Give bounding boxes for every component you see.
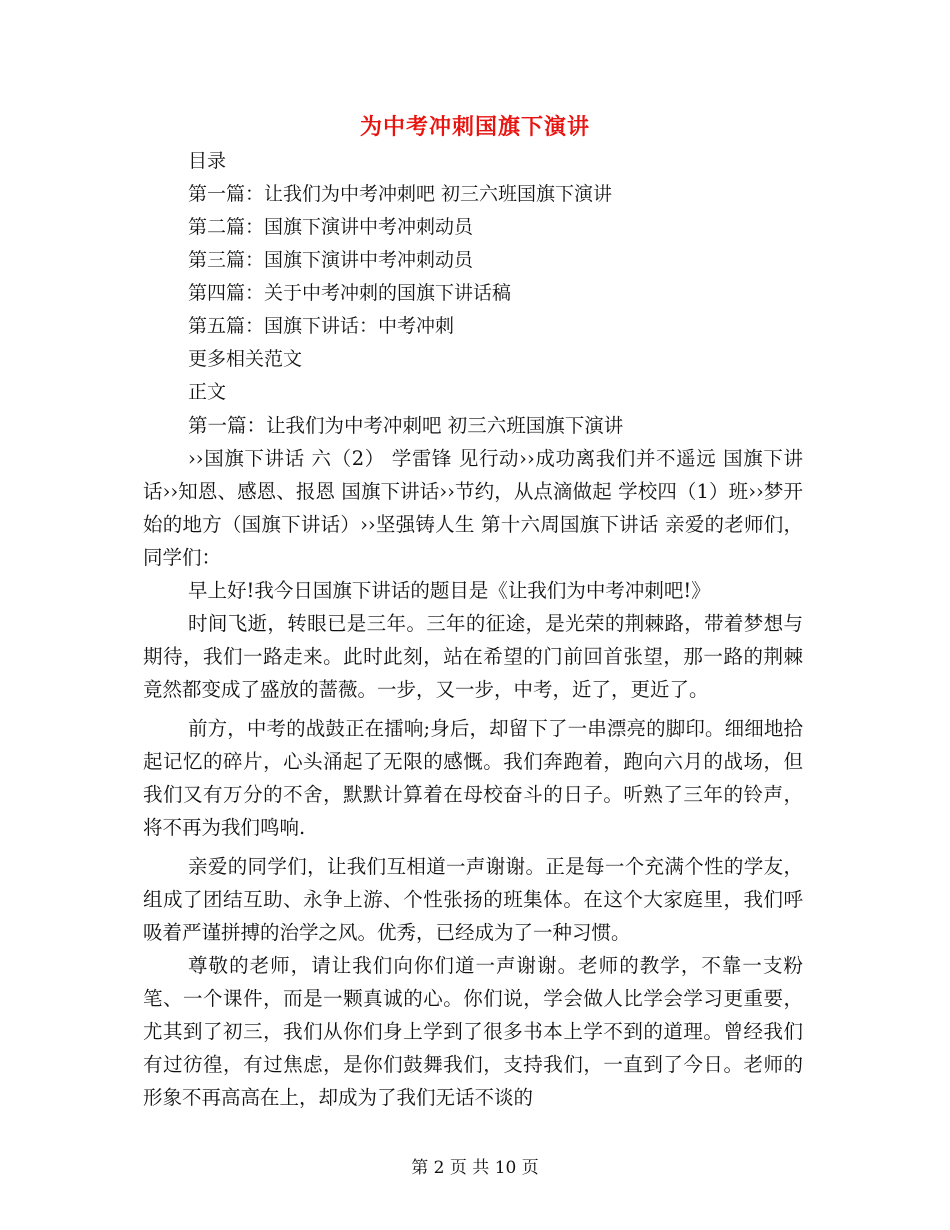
toc-main-text: 正文 [188,381,227,403]
toc-more-related: 更多相关范文 [188,348,303,370]
toc-item-3: 第三篇：国旗下演讲中考冲刺动员 [188,249,474,271]
toc-item-1: 第一篇：让我们为中考冲刺吧 初三六班国旗下演讲 [188,183,613,205]
toc-item-2: 第二篇：国旗下演讲中考冲刺动员 [188,216,474,238]
toc-item-4: 第四篇：关于中考冲刺的国旗下讲话稿 [188,282,512,304]
section-heading: 第一篇：让我们为中考冲刺吧 初三六班国旗下演讲 [188,414,624,437]
paragraph: ››国旗下讲话 六（2） 学雷锋 见行动››成功离我们并不遥远 国旗下讲话››知恩、感恩、报恩 国旗下讲话››节约，从点滴做起 学校四（1）班››梦开始的地方（国旗下讲话）››坚强铸人生 第十六周国旗下讲话 亲爱的老师们，同学们： [143,447,803,569]
paragraph: 时间飞逝，转眼已是三年。三年的征途，是光荣的荆棘路，带着梦想与期待，我们一路走来。此时此刻，站在希望的门前回首张望，那一路的荆棘竟然都变成了盛放的蔷薇。一步，又一步，中考，近了，更近了。 [143,612,803,701]
paragraph: 早上好!我今日国旗下讲话的题目是《让我们为中考冲刺吧!》 [188,579,711,602]
table-of-contents [188,145,612,409]
paragraph: 亲爱的同学们，让我们互相道一声谢谢。正是每一个充满个性的学友，组成了团结互助、永争上游、个性张扬的班集体。在这个大家庭里，我们呼吸着严谨拼搏的治学之风。优秀，已经成为了一种习惯。 [143,855,803,944]
document-body [143,409,803,1114]
page-footer: 第 2 页 共 10 页 [411,1158,539,1178]
paragraph: 尊敬的老师，请让我们向你们道一声谢谢。老师的教学，不靠一支粉笔、一个课件，而是一颗真诚的心。你们说，学会做人比学会学习更重要，尤其到了初三，我们从你们身上学到了很多书本上学不到的道理。曾经我们有过彷徨，有过焦虑，是你们鼓舞我们，支持我们，一直到了今日。老师的形象不再高高在上，却成为了我们无话不谈的 [143,954,803,1109]
paragraph: 前方，中考的战鼓正在擂响;身后，却留下了一串漂亮的脚印。细细地拾起记忆的碎片，心头涌起了无限的感慨。我们奔跑着，跑向六月的战场，但我们又有万分的不舍，默默计算着在母校奋斗的日子。听熟了三年的铃声，将不再为我们鸣响. [143,717,803,839]
toc-item-5: 第五篇：国旗下讲话：中考冲刺 [188,315,455,337]
toc-heading: 目录 [188,150,227,172]
document-title: 为中考冲刺国旗下演讲 [359,114,590,140]
